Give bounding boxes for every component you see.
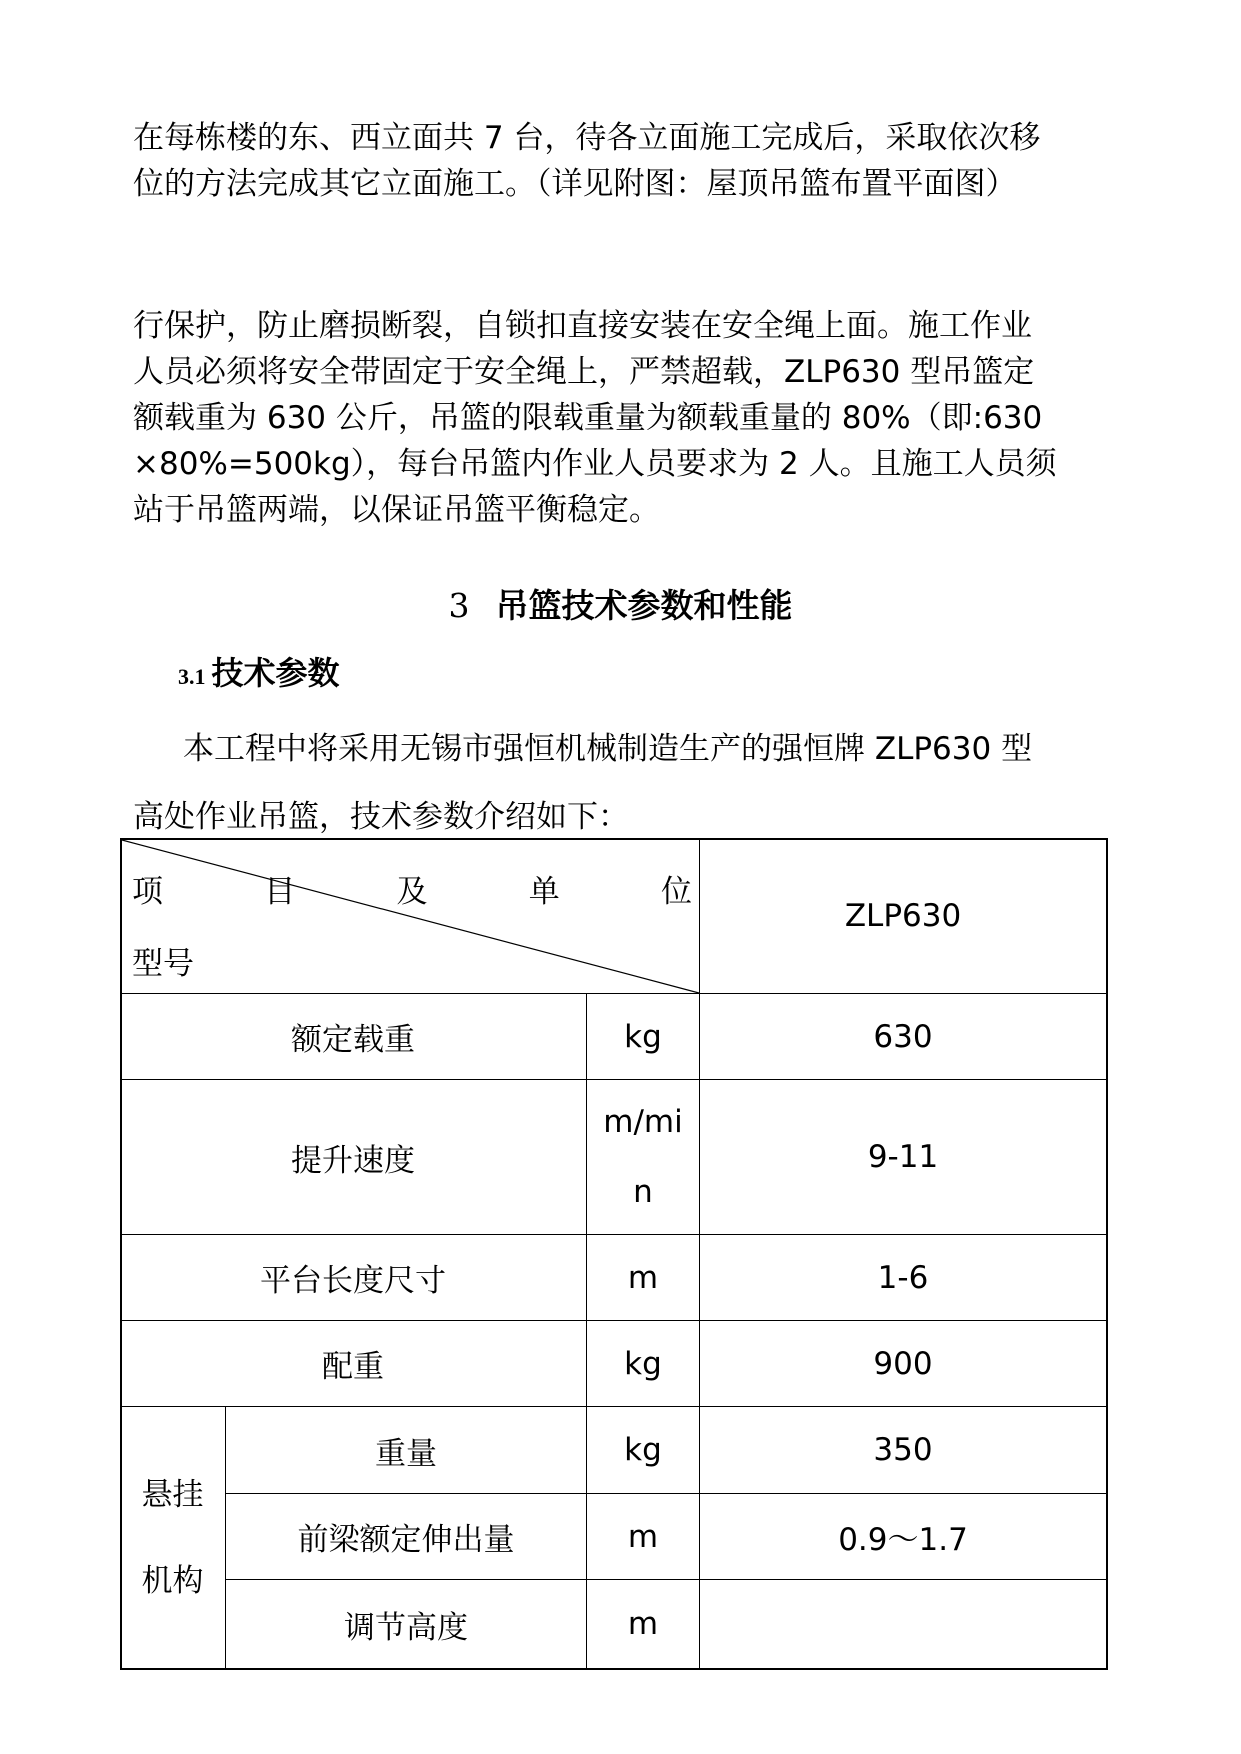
header-char: 目 <box>264 874 296 910</box>
text-line: 行保护，防止磨损断裂，自锁扣直接安装在安全绳上面。施工作业 <box>133 308 1032 344</box>
row-height-name: 调节高度 <box>344 1609 468 1646</box>
unit-line: n <box>633 1174 653 1210</box>
paragraph-intro <box>133 715 1105 851</box>
row-weight-name: 重量 <box>375 1435 437 1472</box>
group-line: 悬挂 <box>141 1477 204 1513</box>
row-height-unit: m <box>627 1606 659 1642</box>
subsection-heading <box>178 648 340 694</box>
paragraph-arrangement <box>133 115 1105 207</box>
header-model: ZLP630 <box>844 897 962 934</box>
row-counterweight-value: 900 <box>873 1345 933 1382</box>
row-platform-value: 1-6 <box>877 1259 929 1296</box>
paragraph-safety <box>133 303 1105 533</box>
row-weight-unit: kg <box>624 1432 662 1468</box>
subsection-number: 3.1 <box>178 664 206 689</box>
unit-line: m/mi <box>603 1104 683 1140</box>
row-counterweight-name: 配重 <box>322 1349 384 1385</box>
header-diagonal-line <box>120 838 700 994</box>
row-beam-value: 0.9～1.7 <box>838 1522 968 1558</box>
row-load-value: 630 <box>873 1018 933 1055</box>
header-type-label: 型号 <box>132 946 194 982</box>
row-platform-name: 平台长度尺寸 <box>260 1263 446 1299</box>
row-load-name: 额定载重 <box>291 1022 415 1058</box>
row-height-value <box>700 1580 1106 1668</box>
row-counterweight-unit: kg <box>624 1345 662 1382</box>
header-char: 项 <box>132 874 163 910</box>
section-title: 吊篮技术参数和性能 <box>495 586 793 625</box>
header-char: 位 <box>661 874 692 910</box>
header-char: 单 <box>528 874 560 910</box>
parameter-table <box>120 838 1108 1670</box>
text-line: 位的方法完成其它立面施工。（详见附图：屋顶吊篮布置平面图） <box>133 166 1017 202</box>
text-line: 本工程中将采用无锡市强恒机械制造生产的强恒牌 ZLP630 型 <box>183 731 1033 767</box>
suspension-group-label <box>120 1407 225 1669</box>
row-weight-value: 350 <box>873 1432 933 1468</box>
group-line: 机构 <box>141 1563 204 1599</box>
row-speed-value: 9-11 <box>867 1139 939 1175</box>
subsection-title: 技术参数 <box>211 654 340 692</box>
header-char: 及 <box>396 874 428 910</box>
row-beam-name: 前梁额定伸出量 <box>297 1522 515 1558</box>
text-line: 高处作业吊篮，技术参数介绍如下： <box>133 799 629 835</box>
text-line: 站于吊篮两端，以保证吊篮平衡稳定。 <box>133 492 660 528</box>
row-beam-unit: m <box>627 1518 659 1555</box>
text-line: 在每栋楼的东、西立面共 7 台，待各立面施工完成后，采取依次移 <box>133 120 1041 156</box>
section-heading <box>0 580 1241 627</box>
text-line: 人员必须将安全带固定于安全绳上，严禁超载，ZLP630 型吊篮定 <box>133 354 1035 390</box>
row-load-unit: kg <box>624 1018 662 1055</box>
row-speed-unit <box>587 1080 699 1234</box>
section-number: 3 <box>448 586 470 625</box>
header-item-unit-label <box>132 866 692 911</box>
text-line: 额载重为 630 公斤，吊篮的限载重量为额载重量的 80%（即:630 <box>133 400 1043 436</box>
text-line: ×80%=500kg），每台吊篮内作业人员要求为 2 人。且施工人员须 <box>133 446 1057 482</box>
row-platform-unit: m <box>627 1259 659 1296</box>
row-speed-name: 提升速度 <box>291 1142 415 1179</box>
